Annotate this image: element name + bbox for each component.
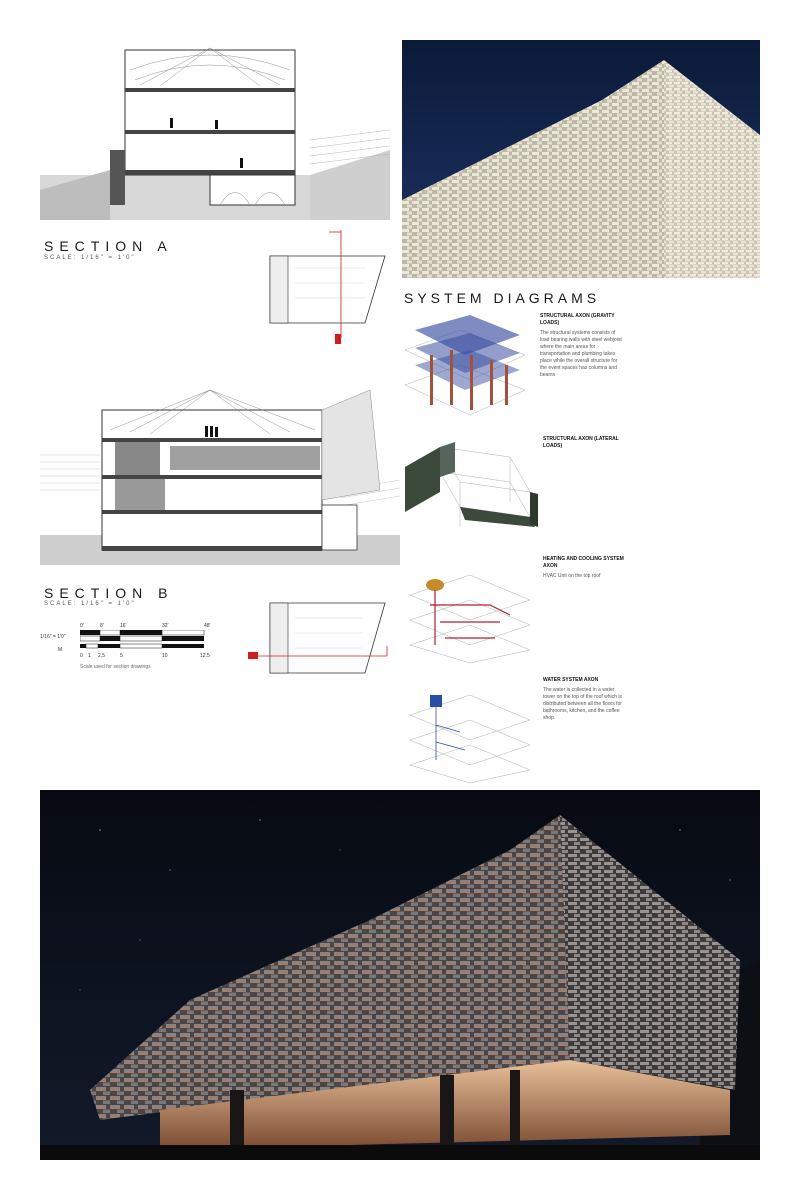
lateral-axon-title: STRUCTURAL AXON (LATERAL LOADS) [543,436,619,449]
scale-tick-metric-5: 12.5 [200,653,210,659]
scale-tick-metric-4: 10 [162,653,168,659]
scale-tick-imperial-4: 48' [204,623,211,629]
scale-metric-label: M [58,647,63,653]
gravity-axon-text [540,313,625,379]
scale-tick-metric-1: 1 [88,653,91,659]
lateral-axon-diagram [400,432,540,532]
scale-tick-metric-2: 2.5 [98,653,105,659]
section-a-plan-key [265,228,395,348]
water-axon-body: The water is collected in a water tower on the top of the roof which is distributed between all the floors for bathrooms, kitchen, and the coffee shop. [543,687,622,721]
section-a-scale: SCALE: 1/16" = 1'0" [44,255,136,261]
section-b-drawing [40,370,400,565]
section-a-title: SECTION A [44,238,173,254]
gravity-axon-title: STRUCTURAL AXON (GRAVITY LOADS) [540,313,615,326]
section-b-scale: SCALE: 1/16" = 1'0" [44,601,136,607]
gravity-axon-body: The structural systems consists of load bearing walls with steel webjoist where the main areas for transportation and plumbing takes place while the overall structure for the event spaces has columns and beams [540,330,622,378]
night-render-image [40,790,760,1160]
hvac-axon-title: HEATING AND COOLING SYSTEM AXON [543,556,624,569]
scale-tick-imperial-2: 16' [120,623,127,629]
lateral-axon-text [543,436,628,450]
scale-imperial-label: 1/16" = 1'0" [40,634,66,640]
water-axon-title: WATER SYSTEM AXON [543,677,599,683]
hvac-axon-body: HVAC Unit on the top roof [543,573,601,579]
scale-tick-metric-3: 5 [120,653,123,659]
scale-caption: Scale used for section drawings [80,664,151,670]
section-b-plan-key [245,598,395,686]
hvac-axon-diagram [400,560,540,665]
water-axon-text [543,677,628,722]
scale-tick-imperial-0: 0' [80,623,84,629]
section-b-title: SECTION B [44,585,174,601]
scale-tick-imperial-3: 32' [162,623,169,629]
scale-tick-metric-0: 0 [80,653,83,659]
water-axon-diagram [400,680,540,785]
system-diagrams-title: SYSTEM DIAGRAMS [404,290,601,306]
scale-bar [40,620,220,675]
gravity-axon-diagram [400,310,530,420]
scale-tick-imperial-1: 8' [100,623,104,629]
hvac-axon-text [543,556,628,580]
day-render-image [402,40,760,278]
section-a-drawing [40,40,390,220]
